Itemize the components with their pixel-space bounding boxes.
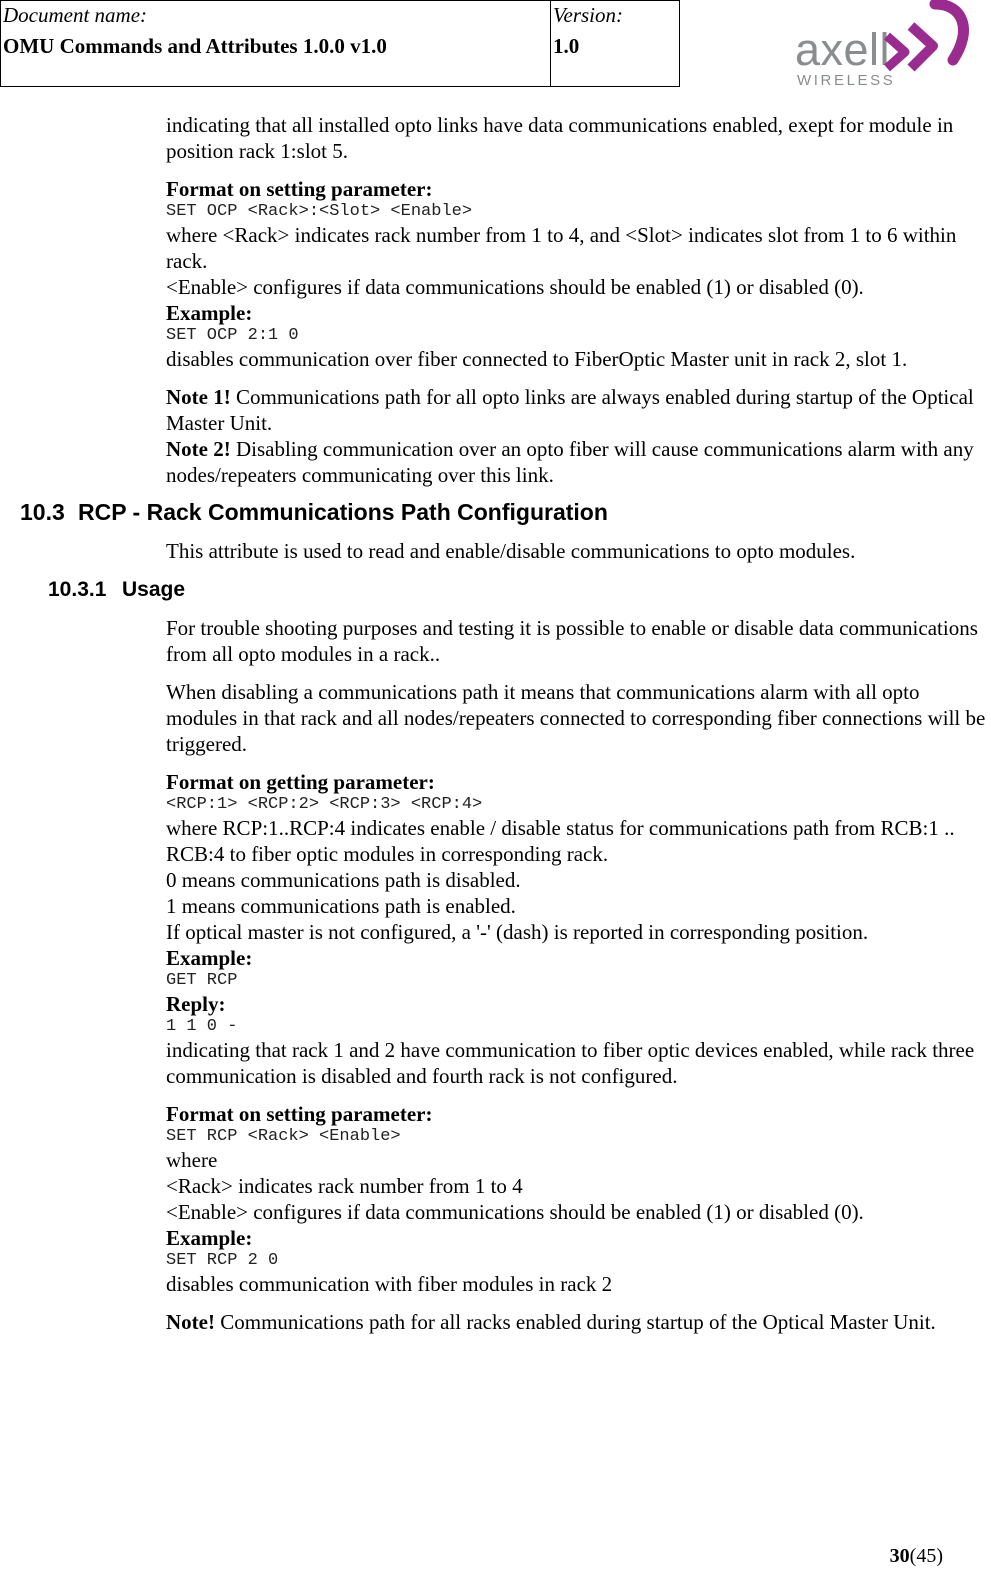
format-set-rcp-rack: <Rack> indicates rack number from 1 to 4 (166, 1174, 523, 1198)
intro-paragraph: indicating that all installed opto links have data communications enabled, exept for module in position rack 1:slot 5. (166, 113, 954, 163)
example-code: SET OCP 2:1 0 (166, 326, 299, 345)
section-description-block (166, 538, 991, 564)
format-set-heading: Format on setting parameter: (166, 177, 433, 201)
format-set-enable: <Enable> configures if data communications should be enabled (1) or disabled (0). (166, 275, 864, 299)
reply-heading: Reply: (166, 992, 226, 1016)
reply-description: indicating that rack 1 and 2 have communication to fiber optic devices enabled, while rack three communication is disabled and fourth rack is not configured. (166, 1038, 975, 1088)
format-get-heading: Format on getting parameter: (166, 770, 435, 794)
rcp-note-text: Communications path for all racks enabled during startup of the Optical Master Unit. (214, 1310, 936, 1334)
document-header-table (0, 0, 680, 87)
set-example-code: SET RCP 2 0 (166, 1251, 279, 1270)
format-set-rcp-enable: <Enable> configures if data communications should be enabled (1) or disabled (0). (166, 1200, 864, 1224)
section-description: This attribute is used to read and enable/disable communications to opto modules. (166, 539, 856, 563)
subsection-number: 10.3.1 (48, 578, 107, 601)
page-current: 30 (889, 1545, 910, 1567)
note-2-text: Disabling communication over an opto fiber will cause communications alarm with any nodes/repeaters communicating over this link. (166, 437, 974, 487)
axell-wireless-logo (795, 0, 975, 92)
format-set-rcp-heading: Format on setting parameter: (166, 1102, 433, 1126)
version-label: Version: (553, 3, 623, 27)
version-cell (551, 1, 680, 87)
format-set-code: SET OCP <Rack>:<Slot> <Enable> (166, 202, 473, 221)
format-set-rcp-code: SET RCP <Rack> <Enable> (166, 1127, 401, 1146)
logo-chevrons-icon (883, 0, 975, 80)
format-get-code: <RCP:1> <RCP:2> <RCP:3> <RCP:4> (166, 795, 483, 814)
logo-wordmark: axell (795, 24, 891, 75)
get-example-heading: Example: (166, 946, 253, 970)
note-1-label: Note 1! (166, 385, 231, 409)
format-get-one: 1 means communications path is enabled. (166, 894, 516, 918)
usage-block (166, 615, 991, 1335)
note-1-text: Communications path for all opto links are always enabled during startup of the Optical Master Unit. (166, 385, 974, 435)
example-heading: Example: (166, 301, 253, 325)
document-name-label: Document name: (3, 3, 148, 27)
format-set-where: where <Rack> indicates rack number from 1 to 4, and <Slot> indicates slot from 1 to 6 within rack. (166, 223, 957, 273)
set-example-description: disables communication with fiber modules in rack 2 (166, 1272, 613, 1296)
section-title: RCP - Rack Communications Path Configuration (78, 499, 608, 525)
note-2-label: Note 2! (166, 437, 231, 461)
usage-paragraph-2: When disabling a communications path it means that communications alarm with all opto modules in that rack and all nodes/repeaters connected to corresponding fiber connections will be triggered. (166, 680, 986, 756)
subsection-heading (48, 577, 185, 603)
version-value: 1.0 (553, 34, 580, 58)
example-description: disables communication over fiber connected to FiberOptic Master unit in rack 2, slot 1. (166, 347, 908, 371)
logo-subtitle: WIRELESS (797, 72, 896, 89)
rcp-note (166, 1309, 991, 1335)
format-get-dash: If optical master is not configured, a '-' (dash) is reported in corresponding position. (166, 920, 869, 944)
note-2 (166, 436, 991, 488)
get-example-code: GET RCP (166, 971, 238, 990)
page-total: (45) (909, 1545, 943, 1567)
intro-block (166, 112, 991, 488)
format-get-zero: 0 means communications path is disabled. (166, 868, 521, 892)
page-number (890, 1545, 943, 1568)
document-name-value: OMU Commands and Attributes 1.0.0 v1.0 (3, 34, 387, 58)
rcp-note-label: Note! (166, 1310, 215, 1334)
format-set-rcp-where: where (166, 1148, 218, 1172)
note-1 (166, 384, 991, 436)
section-heading (20, 497, 608, 527)
usage-paragraph-1: For trouble shooting purposes and testing it is possible to enable or disable data communications from all opto modules in a rack.. (166, 616, 978, 666)
document-name-cell (1, 1, 551, 87)
subsection-title: Usage (122, 578, 186, 601)
reply-code: 1 1 0 - (166, 1017, 238, 1036)
set-example-heading: Example: (166, 1226, 253, 1250)
section-number: 10.3 (20, 499, 65, 525)
format-get-where: where RCP:1..RCP:4 indicates enable / disable status for communications path from RCB:1 .. RCB:4 to fiber optic modules in corresponding rack. (166, 816, 955, 866)
